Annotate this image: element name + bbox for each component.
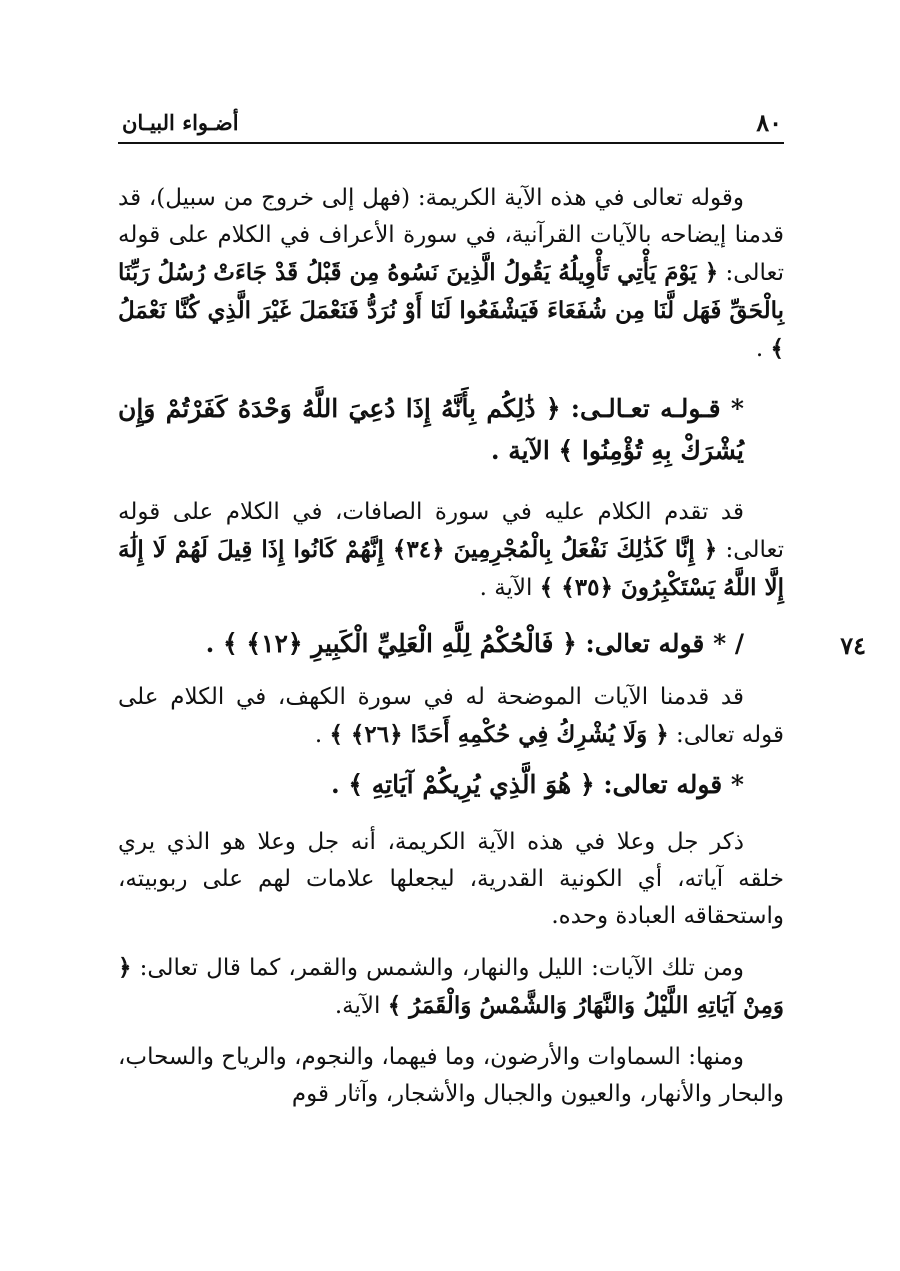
quran-verse: ﴿ يَوْمَ يَأْتِي تَأْوِيلُهُ يَقُولُ الَّذِينَ نَسُوهُ مِن قَبْلُ قَدْ جَاءَتْ رُسُلُ رَبِّنَا بِالْحَقِّ فَهَل لَّنَا مِن شُفَعَاءَ فَيَشْفَعُوا لَنَا أَوْ نُرَدُّ فَنَعْمَلَ غَيْرَ الَّذِي كُنَّا نَعْمَلُ ﴾	[118, 259, 784, 362]
heading-label: * قوله تعالى:	[594, 770, 744, 799]
page-content	[118, 144, 866, 1113]
paragraph-1-text: وقوله تعالى في هذه الآية الكريمة: (فهل إلى خروج من سبيل)، قد قدمنا إيضاحه بالآيات القرآنية، في سورة الأعراف في الكلام على قوله تعالى:	[118, 185, 784, 286]
heading-tail: .	[205, 629, 224, 658]
paragraph-5	[118, 949, 784, 1025]
quran-verse: ﴿ هُوَ الَّذِي يُرِيكُمْ آيَاتِهِ ﴾	[348, 770, 595, 799]
paragraph-5-text: ومن تلك الآيات: الليل والنهار، والشمس والقمر، كما قال تعالى:	[131, 955, 744, 981]
marginal-page-number: ٧٤	[840, 631, 866, 660]
paragraph-3-text: قد قدمنا الآيات الموضحة له في سورة الكهف، في الكلام على قوله تعالى:	[118, 684, 784, 748]
heading-label: / * قوله تعالى:	[576, 629, 744, 658]
section-heading-1	[118, 388, 784, 472]
paragraph-1-tail: .	[755, 336, 771, 362]
quran-verse: ﴿ وَلَا يُشْرِكُ فِي حُكْمِهِ أَحَدًا ﴿٢٦﴾ ﴾	[329, 721, 669, 748]
quran-verse: ﴿ ذَٰلِكُم بِأَنَّهُ إِذَا دُعِيَ اللَّهُ وَحْدَهُ كَفَرْتُمْ وَإِن يُشْرَكْ بِهِ تُؤْمِنُوا ﴾	[118, 394, 744, 465]
paragraph-6-text: ومنها: السماوات والأرضون، وما فيهما، والنجوم، والرياح والسحاب، والبحار والأنهار، والعيون والجبال والأشجار، وآثار قوم	[118, 1044, 784, 1107]
paragraph-2-tail: الآية .	[479, 575, 540, 601]
quran-verse: ﴿ وَمِنْ آيَاتِهِ اللَّيْلُ وَالنَّهَارُ وَالشَّمْسُ وَالْقَمَرُ ﴾	[118, 954, 784, 1019]
page-header	[118, 108, 784, 144]
heading-tail: .	[330, 770, 349, 799]
heading-tail: الآية .	[490, 436, 559, 465]
paragraph-3-tail: .	[314, 722, 330, 748]
paragraph-2	[118, 494, 784, 607]
paragraph-6	[118, 1039, 784, 1113]
paragraph-3	[118, 679, 784, 754]
book-page	[118, 108, 866, 1228]
section-heading-2	[118, 623, 866, 665]
quran-verse: ﴿ إِنَّا كَذَٰلِكَ نَفْعَلُ بِالْمُجْرِمِينَ ﴿٣٤﴾ إِنَّهُمْ كَانُوا إِذَا قِيلَ لَهُمْ لَا إِلَٰهَ إِلَّا اللَّهُ يَسْتَكْبِرُونَ ﴿٣٥﴾ ﴾	[118, 536, 784, 601]
paragraph-4	[118, 824, 784, 935]
paragraph-2-text: قد تقدم الكلام عليه في سورة الصافات، في الكلام على قوله تعالى:	[118, 499, 784, 563]
running-title: أضـواء البيـان	[122, 110, 239, 135]
paragraph-4-text: ذكر جل وعلا في هذه الآية الكريمة، أنه جل وعلا هو الذي يري خلقه آياته، أي الكونية القدرية، ليجعلها علامات لهم على ربوبيته، واستحقاقه العبادة وحده.	[118, 829, 784, 929]
page-number: ٨٠	[756, 108, 782, 137]
quran-verse: ﴿ فَالْحُكْمُ لِلَّهِ الْعَلِيِّ الْكَبِيرِ ﴿١٢﴾ ﴾	[223, 629, 577, 658]
paragraph-1	[118, 180, 784, 368]
section-heading-3	[118, 764, 784, 806]
paragraph-5-tail: الآية.	[334, 993, 388, 1019]
heading-label: * قـولـه تعـالـى:	[560, 394, 744, 423]
